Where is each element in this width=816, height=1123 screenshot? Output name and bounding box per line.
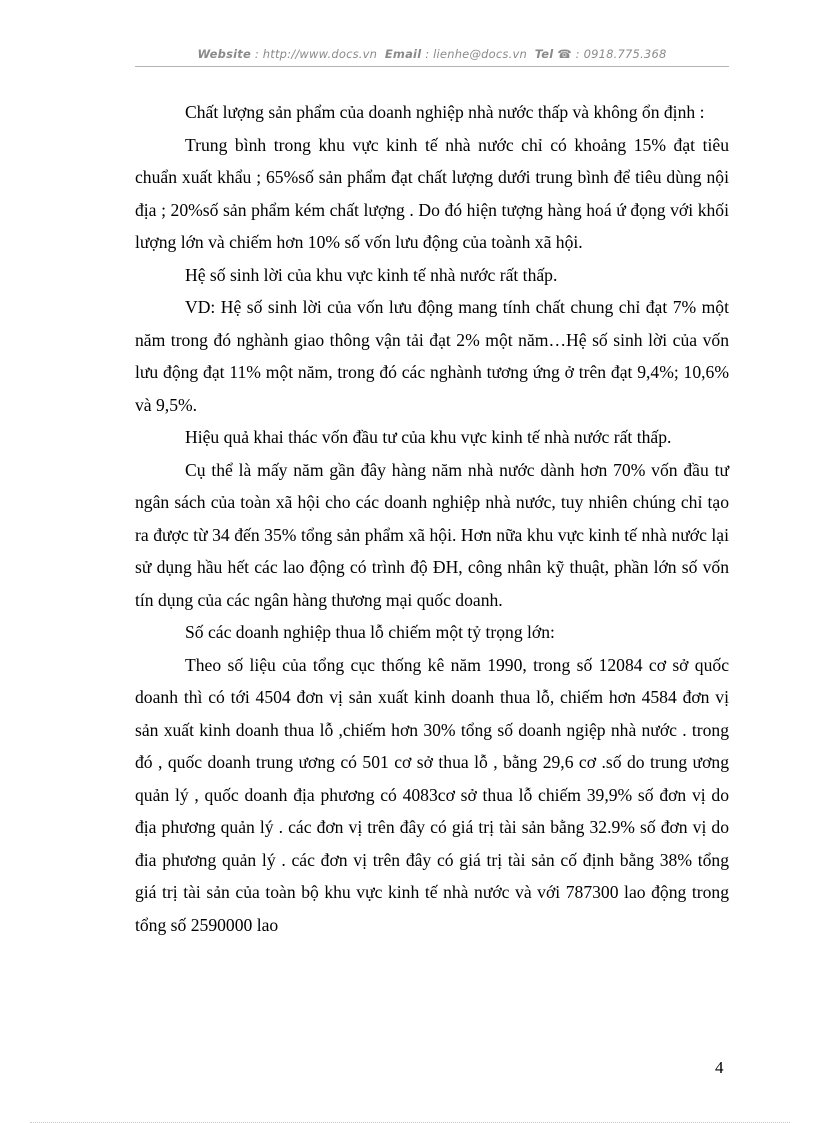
paragraph-2: Trung bình trong khu vực kinh tế nhà nước chỉ có khoảng 15% đạt tiêu chuẩn xuất khẩu ; 65%số sản phẩm đạt chất lượng dưới trung bình để tiêu dùng nội địa ; 20%số sản phẩm kém chất lượng . Do đó hiện tượng hàng hoá ứ đọng với khối lượng lớn và chiếm hơn 10% số vốn lưu động của toành xã hội. [135,134,729,252]
website-label: Website [197,47,251,61]
document-body [135,96,729,941]
email-address[interactable]: lienhe@docs.vn [433,47,527,61]
paragraph-4: VD: Hệ số sinh lời của vốn lưu động mang tính chất chung chỉ đạt 7% một năm trong đó nghành giao thông vận tải đạt 2% một năm…Hệ số sinh lời của vốn lưu động đạt 11% một năm, trong đó các nghành tương ứng ở trên đạt 9,4%; 10,6% và 9,5%. [135,297,729,415]
tel-label: Tel [534,47,554,61]
paragraph-1: Chất lượng sản phẩm của doanh nghiệp nhà nước thấp và không ổn định : [185,102,705,122]
paragraph-3: Hệ số sinh lời của khu vực kinh tế nhà nước rất thấp. [185,264,558,285]
tel-number: 0918.775.368 [583,47,667,61]
paragraph-7: Số các doanh nghiệp thua lỗ chiếm một tỷ trọng lớn: [185,622,555,642]
paragraph-8: Theo số liệu của tổng cục thống kê năm 1990, trong số 12084 cơ sở quốc doanh thì có tới 4504 đơn vị sản xuất kinh doanh thua lỗ, chiếm hơn 4584 đơn vị sản xuất kinh doanh thua lỗ ,chiếm hơn 30% tổng số doanh ngiệp nhà nước . trong đó , quốc doanh trung ương có 501 cơ sở thua lỗ , bằng 29,6 cơ .số do trung ương quản lý , quốc doanh địa phương có 4083cơ sở thua lỗ chiếm 39,9% số đơn vị do địa phương quản lý . các đơn vị trên đây có giá trị tài sản bằng 32.9% số đơn vị do đia phương quản lý . các đơn vị trên đây có giá trị tài sản cố định bằng 38% tổng giá trị tài sản của toàn bộ khu vực kinh tế nhà nước và với 787300 lao động trong tổng số 2590000 lao [135,654,729,935]
paragraph-5: Hiệu quả khai thác vốn đầu tư của khu vực kinh tế nhà nước rất thấp. [185,427,672,447]
paragraph-6: Cụ thể là mấy năm gần đây hàng năm nhà nước dành hơn 70% vốn đầu tư ngân sách của toàn xã hội cho các doanh nghiệp nhà nước, tuy nhiên chúng chỉ tạo ra được từ 34 đến 35% tổng sản phẩm xã hội. Hơn nữa khu vực kinh tế nhà nước lại sử dụng hầu hết các lao động có trình độ ĐH, công nhân kỹ thuật, phần lớn số vốn tín dụng của các ngân hàng thương mại quốc doanh. [135,459,729,610]
email-label: Email [384,47,422,61]
header-divider [135,66,729,67]
website-url[interactable]: http://www.docs.vn [262,47,378,61]
page-header: Website : http://www.docs.vn Email : lienhe@docs.vn Tel ☎ : 0918.775.368 [197,47,667,61]
page-number: 4 [715,1058,724,1077]
telephone-icon: ☎ [557,47,572,61]
